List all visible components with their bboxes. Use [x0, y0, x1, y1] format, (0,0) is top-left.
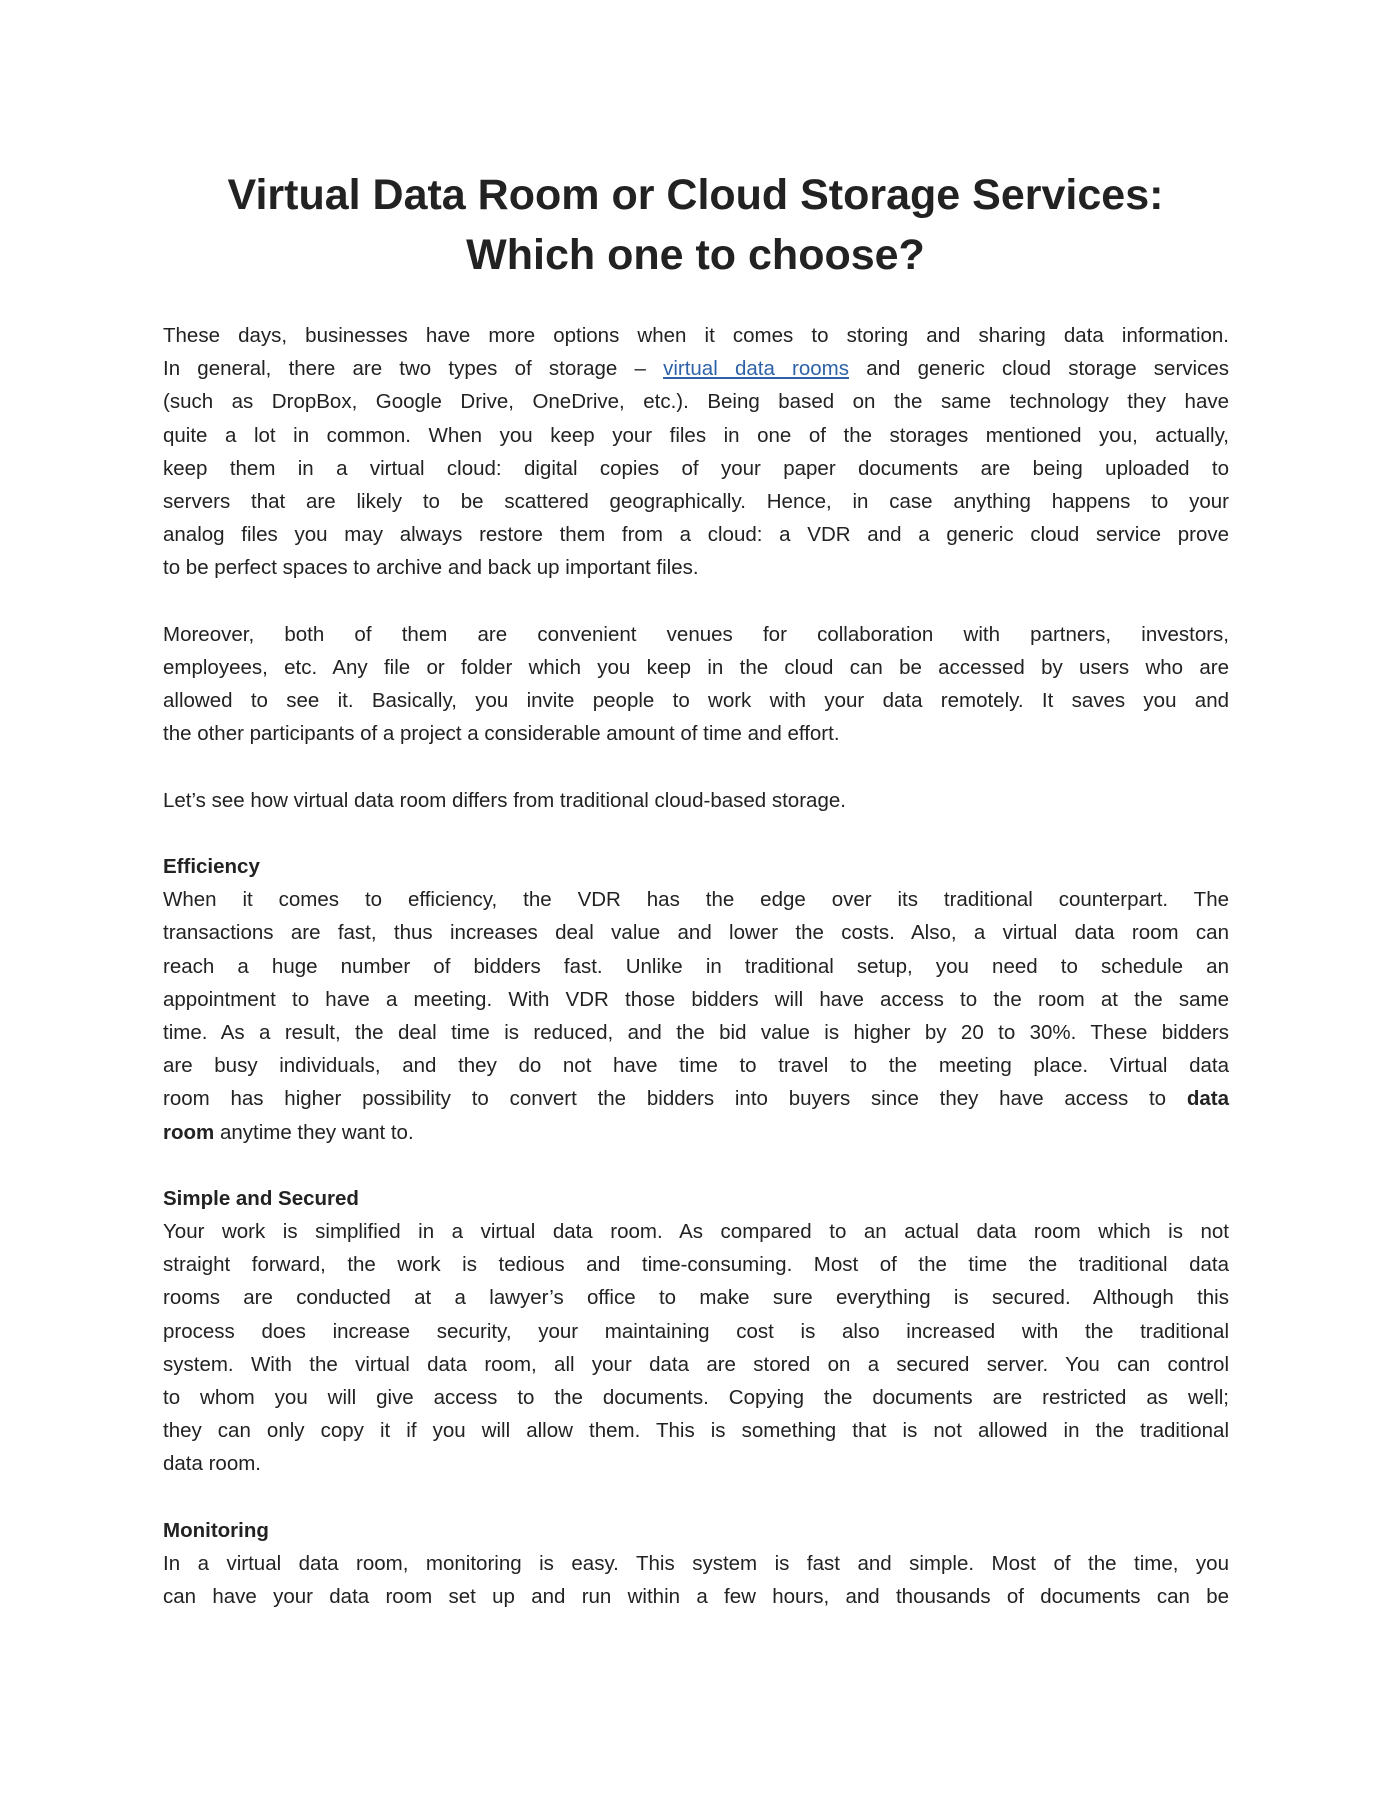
text-line: system. With the virtual data room, all your data are stored on a secured server. You can control — [163, 1352, 1229, 1376]
text-line: straight forward, the work is tedious and time-consuming. Most of the time the traditional data — [163, 1253, 1229, 1277]
text-line: reach a huge number of bidders fast. Unlike in traditional setup, you need to schedule an — [163, 954, 1229, 978]
text-line: keep them in a virtual cloud: digital copies of your paper documents are being uploaded to — [163, 456, 1229, 480]
bold-text: data — [1186, 1087, 1229, 1111]
text-line: (such as DropBox, Google Drive, OneDrive, etc.). Being based on the same technology they have — [163, 390, 1229, 414]
text-line: to whom you will give access to the documents. Copying the documents are restricted as well; — [163, 1386, 1229, 1409]
document-body — [163, 319, 1229, 1613]
text-line — [163, 1116, 1229, 1149]
text-line: time. As a result, the deal time is reduced, and the bid value is higher by 20 to 30%. These bidders — [163, 1020, 1229, 1044]
text-line: quite a lot in common. When you keep your files in one of the storages mentioned you, actually, — [163, 423, 1229, 447]
text-line: When it comes to efficiency, the VDR has the edge over its traditional counterpart. The — [163, 888, 1229, 912]
text-line: are busy individuals, and they do not have time to travel to the meeting place. Virtual data — [163, 1054, 1229, 1078]
text-span: room has higher possibility to convert the bidders into buyers since they have access to — [163, 1087, 1187, 1111]
text-line — [163, 1082, 1229, 1115]
collaboration-paragraph — [163, 618, 1229, 751]
document-title — [0, 165, 1391, 285]
section-simple-and-secured — [163, 1182, 1229, 1481]
bold-text: room — [163, 1120, 215, 1144]
title-line-1: Virtual Data Room or Cloud Storage Services: — [227, 171, 1164, 219]
transition-paragraph: Let’s see how virtual data room differs from traditional cloud-based storage. — [163, 788, 846, 812]
title-line-2: Which one to choose? — [466, 231, 925, 279]
text-line: the other participants of a project a considerable amount of time and effort. — [163, 722, 840, 746]
intro-paragraph — [163, 319, 1229, 585]
text-line: employees, etc. Any file or folder which you keep in the cloud can be accessed by users who are — [163, 655, 1229, 679]
text-line: These days, businesses have more options when it comes to storing and sharing data information. — [163, 324, 1229, 347]
section-monitoring — [163, 1514, 1229, 1614]
text-line: Your work is simplified in a virtual data room. As compared to an actual data room which is not — [163, 1220, 1229, 1244]
text-line: they can only copy it if you will allow them. This is something that is not allowed in the traditional — [163, 1419, 1229, 1443]
text-line: In a virtual data room, monitoring is easy. This system is fast and simple. Most of the time, you — [163, 1551, 1229, 1575]
section-heading: Efficiency — [163, 855, 260, 878]
text-line: appointment to have a meeting. With VDR those bidders will have access to the room at the same — [163, 987, 1229, 1011]
virtual-data-rooms-link[interactable]: virtual data rooms — [663, 357, 849, 381]
text-line: to be perfect spaces to archive and back up important files. — [163, 556, 699, 580]
text-line: rooms are conducted at a lawyer’s office to make sure everything is secured. Although this — [163, 1286, 1229, 1310]
text-line: data room. — [163, 1452, 261, 1476]
text-line: allowed to see it. Basically, you invite people to work with your data remotely. It saves you and — [163, 689, 1229, 713]
text-line — [163, 352, 1229, 385]
text-line: transactions are fast, thus increases deal value and lower the costs. Also, a virtual data room can — [163, 921, 1229, 945]
text-line: can have your data room set up and run within a few hours, and thousands of documents can be — [163, 1585, 1229, 1609]
text-line: servers that are likely to be scattered geographically. Hence, in case anything happens to your — [163, 489, 1229, 513]
text-line: analog files you may always restore them from a cloud: a VDR and a generic cloud service prove — [163, 523, 1229, 547]
section-heading: Simple and Secured — [163, 1186, 359, 1210]
section-efficiency — [163, 850, 1229, 1149]
text-span: In general, there are two types of storage – — [163, 357, 664, 381]
text-span: anytime they want to. — [214, 1120, 414, 1144]
section-heading: Monitoring — [163, 1518, 269, 1542]
text-line: process does increase security, your maintaining cost is also increased with the traditional — [163, 1319, 1229, 1343]
text-line: Moreover, both of them are convenient venues for collaboration with partners, investors, — [163, 622, 1229, 646]
text-span: and generic cloud storage services — [849, 357, 1229, 381]
